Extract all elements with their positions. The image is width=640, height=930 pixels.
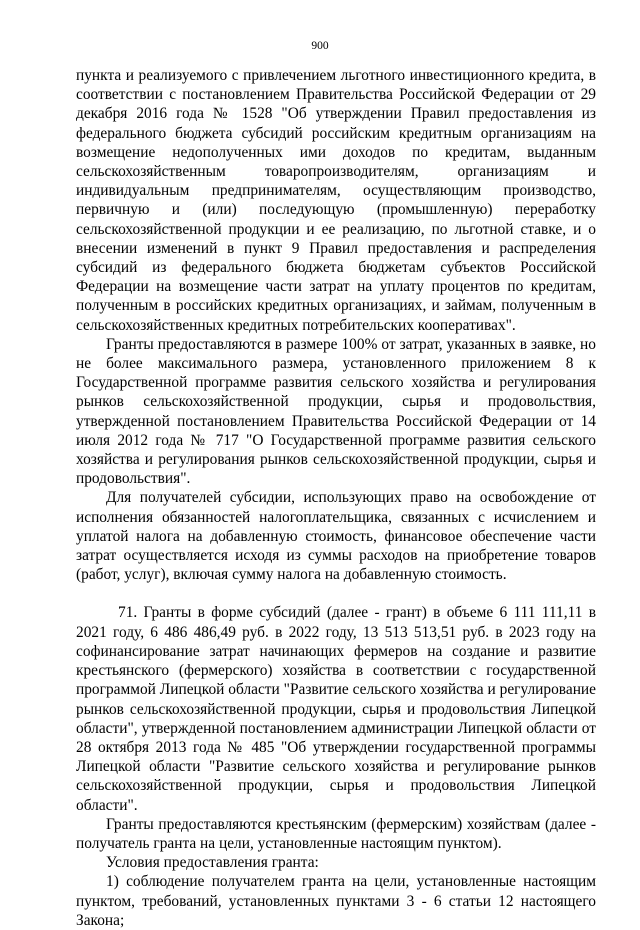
page-number: 900: [311, 40, 329, 52]
paragraph-gap: [76, 584, 596, 603]
paragraph-conditions-heading: Условия предоставления гранта:: [106, 854, 319, 872]
paragraph-loan-context: пункта и реализуемого с привлечением льготного инвестиционного кредита, в соответствии с постановлением Правительства Российской Федерации от 29 декабря 2016 года № 1528 "Об утверждении Правил предоставления из федерального бюджета субсидий российским кредитным организациям на возмещение недополученных ими доходов по кредитам, выданным сельскохозяйственным товаропроизводителям, организациям и индивидуальным предпринимателям, осуществляющим производство, первичную и (или) последующую (промышленную) переработку сельскохозяйственной продукции и ее реализацию, по льготной ставке, и о внесении изменений в пункт 9 Правил предоставления и распределения субсидий из федерального бюджета бюджетам субъектов Российской Федерации на возмещение части затрат на уплату процентов по кредитам, полученным в российских кредитных организациях, и займам, полученным в сельскохозяйственных кредитных потребительских кооперативах".: [76, 67, 596, 334]
paragraph-condition-1: 1) соблюдение получателем гранта на цели, установленные настоящим пунктом, требований, установленных пунктами 3 - 6 статьи 12 настоящего Закона;: [76, 873, 596, 929]
paragraph-vat-exemption: Для получателей субсидии, использующих право на освобождение от исполнения обязанностей налогоплательщика, связанных с исчислением и уплатой налога на добавленную стоимость, финансовое обеспечение части затрат осуществляется исходя из суммы расходов на приобретение товаров (работ, услуг), включая сумму налога на добавленную стоимость.: [76, 489, 596, 584]
paragraph-grant-amount: Гранты предоставляются в размере 100% от затрат, указанных в заявке, но не более максимального размера, установленного приложением 8 к Государственной программе развития сельского хозяйства и регулирования рынков сельскохозяйственной продукции, сырья и продовольствия, утвержденной постановлением Правительства Российской Федерации от 14 июля 2012 года № 717 "О Государственной программе развития сельского хозяйства и регулирования рынков сельскохозяйственной продукции, сырья и продовольствия".: [76, 335, 596, 488]
document-body: [76, 66, 596, 930]
paragraph-grant-recipients: Гранты предоставляются крестьянским (фермерским) хозяйствам (далее - получатель гранта на цели, установленные настоящим пунктом).: [76, 815, 596, 852]
paragraph-clause-71: 71. Гранты в форме субсидий (далее - грант) в объеме 6 111 111,11 в 2021 году, 6 486 486,49 руб. в 2022 году, 13 513 513,51 руб. в 2023 году на софинансирование затрат начинающих фермеров на создание и развитие крестьянского (фермерского) хозяйства в соответствии с государственной программой Липецкой области "Развитие сельского хозяйства и регулирование рынков сельскохозяйственной продукции, сырья и продовольствия Липецкой области", утвержденной постановлением администрации Липецкой области от 28 октября 2013 года № 485 "Об утверждении государственной программы Липецкой области "Развитие сельского хозяйства и регулирование рынков сельскохозяйственной продукции, сырья и продовольствия Липецкой области".: [76, 604, 596, 814]
